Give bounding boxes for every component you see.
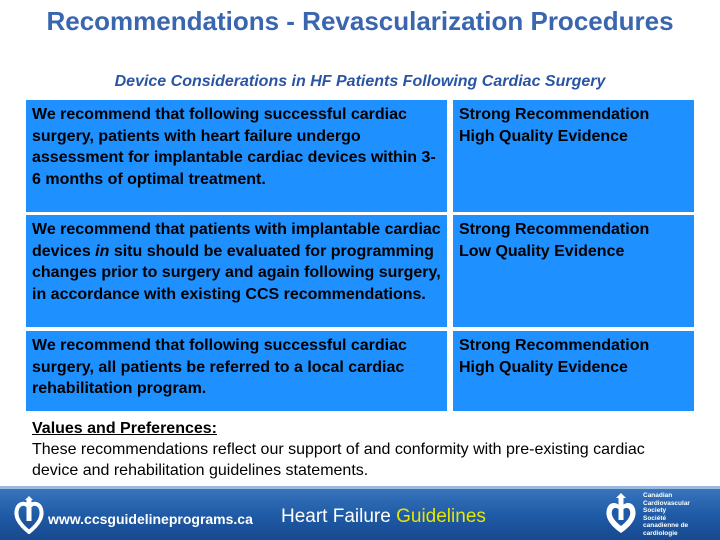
values-preferences-heading: Values and Preferences: — [32, 420, 217, 437]
society-fr-3: cardiologie — [643, 529, 678, 537]
society-name — [643, 492, 715, 537]
recommendations-table — [26, 100, 694, 411]
recommendation-3-grade — [453, 331, 694, 411]
recommendation-3-strength: Strong Recommendation — [459, 337, 650, 354]
recommendation-2-text-pre: We recommend that patients with implantable cardiac devices — [32, 221, 441, 260]
recommendation-1-evidence: High Quality Evidence — [459, 127, 628, 145]
society-en-1: Canadian — [643, 492, 673, 499]
heart-failure-guidelines-brand — [281, 506, 486, 528]
society-en-3: Society — [643, 507, 667, 514]
recommendation-1-text: We recommend that following successful cardiac surgery, patients with heart failure undergo assessment for implantable cardiac devices within 3-6 months of optimal treatment. — [26, 100, 447, 212]
footer-stripe — [0, 486, 720, 489]
recommendation-3-text: We recommend that following successful cardiac surgery, all patients be referred to a local cardiac rehabilitation program. — [26, 331, 447, 411]
brand-text-1: Heart Failure — [281, 506, 397, 527]
slide-subtitle: Device Considerations in HF Patients Following Cardiac Surgery — [114, 73, 606, 90]
society-fr-1: Société — [643, 514, 667, 522]
society-en-2: Cardiovascular — [643, 499, 690, 507]
slide-title: Recommendations - Revascularization Procedures — [46, 6, 674, 36]
recommendation-2-strength: Strong Recommendation — [459, 221, 650, 238]
values-preferences-text: These recommendations reflect our support of and conformity with pre-existing cardiac device and rehabilitation guidelines statements. — [32, 441, 645, 479]
ccs-heart-logo-icon — [14, 494, 44, 539]
recommendation-2-text — [26, 215, 447, 327]
ccs-society-logo-icon — [602, 493, 640, 540]
brand-text-2: Guidelines — [396, 506, 486, 527]
recommendation-3-evidence: High Quality Evidence — [459, 358, 628, 376]
recommendation-2-grade — [453, 215, 694, 327]
recommendation-2-text-post: situ should be evaluated for programming changes prior to surgery and again following surgery, in accordance with existing CCS recommendations. — [32, 242, 441, 303]
recommendation-2-evidence: Low Quality Evidence — [459, 242, 625, 260]
footer-url-link[interactable]: www.ccsguidelineprograms.ca — [48, 511, 253, 527]
recommendation-1-strength: Strong Recommendation — [459, 106, 650, 123]
society-fr-2: canadienne de — [643, 522, 689, 529]
values-preferences — [32, 418, 692, 481]
recommendation-2-text-italic: in — [95, 242, 110, 260]
recommendation-1-grade — [453, 100, 694, 212]
